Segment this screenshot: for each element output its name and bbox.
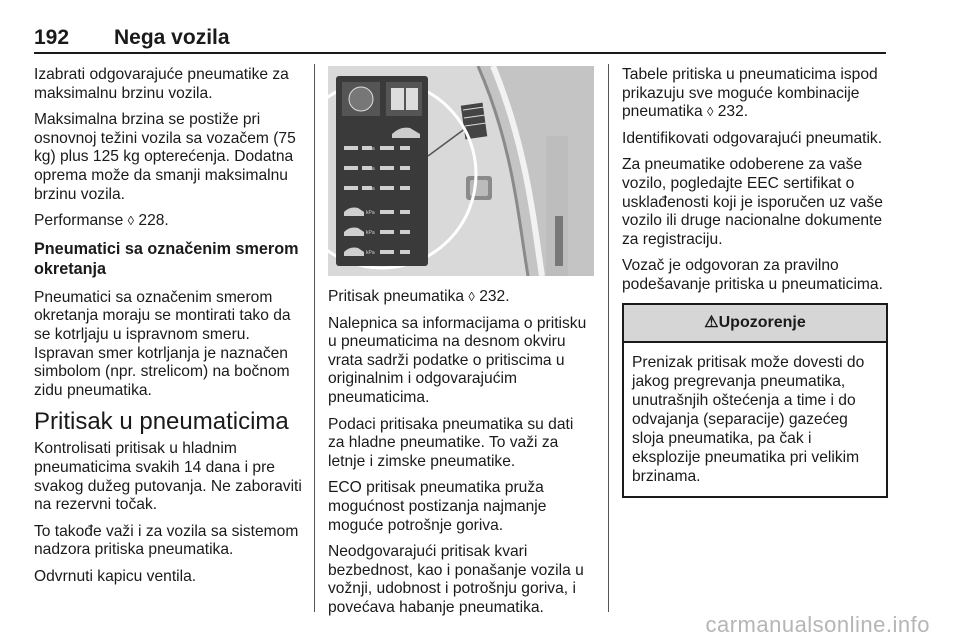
paragraph: Nalepnica sa informacijama o pritisku u pneumaticima na desnom okviru vrata sadrži podatke o pritiscima u originalnim i odgovarajućim pneumaticima.: [328, 314, 587, 406]
figure-unit-label: kPa: [366, 186, 375, 192]
paragraph: Maksimalna brzina se postiže pri osnovnoj težini vozila sa vozačem (75 kg) plus 125 kg opterećenja. Dodatna oprema može da smanji maksimalnu brzinu vozila.: [34, 111, 296, 203]
warning-icon: ⚠: [704, 313, 719, 331]
paragraph: Neodgovarajući pritisak kvari bezbednost, kao i ponašanje vozila u vožnji, udobnost i potrošnju goriva, i povećava habanje pneumatika.: [328, 543, 584, 616]
page-header: [34, 26, 886, 52]
figure-unit-label: kPa: [366, 250, 375, 256]
figure-unit-label: kPa: [366, 210, 375, 216]
figure-unit-label: kPa: [366, 146, 375, 152]
reference-text: Tabele pritiska u pneumaticima ispod prikazuju sve moguće kombinacije pneumatika: [622, 66, 878, 121]
paragraph: Odvrnuti kapicu ventila.: [34, 567, 197, 585]
column-divider-1: [314, 64, 315, 612]
paragraph: Podaci pritisaka pneumatika su dati za hladne pneumatike. To važi za letnje i zimske pneumatike.: [328, 415, 574, 470]
figure-unit-label: kPa: [366, 230, 375, 236]
page-title: Nega vozila: [114, 26, 230, 49]
cross-reference[interactable]: [34, 212, 302, 231]
reference-page: 232.: [717, 103, 749, 121]
paragraph: Izabrati odgovarajuće pneumatike za maksimalnu brzinu vozila.: [34, 66, 289, 102]
chapter-heading: Pritisak u pneumaticima: [34, 408, 289, 436]
paragraph: ECO pritisak pneumatika pruža mogućnost postizanja najmanje moguće potrošnje goriva.: [328, 479, 547, 534]
reference-icon: ◊: [127, 213, 135, 229]
cross-reference[interactable]: [622, 66, 888, 122]
header-rule: [34, 52, 886, 54]
reference-icon: ◊: [468, 289, 475, 304]
column-3: [622, 66, 888, 498]
paragraph: Kontrolisati pritisak u hladnim pneumaticima svakih 14 dana i pre svakog dužeg putovanja. Ne zaboraviti na rezervni točak.: [34, 440, 302, 514]
column-1: [34, 66, 302, 594]
warning-text: Prenizak pritisak može dovesti do jakog pregrevanja pneumatika, unutrašnjih oštećenja a time i do odvajanja (separacije) gazećeg sloja pneumatika, pa čak i eksplozije pneumatika pri velikim brzinama.: [632, 353, 865, 485]
door-frame-illustration: [328, 66, 594, 276]
paragraph: Pneumatici sa označenim smerom okretanja moraju se montirati tako da se kotrljaju u ispravnom smeru. Ispravan smer kotrljanja je naznačen simbolom (npr. strelicom) na bočnom zidu pneumatika.: [34, 288, 291, 399]
tire-pressure-label-figure: [328, 66, 594, 276]
paragraph: Za pneumatike odoberene za vaše vozilo, pogledajte EEC sertifikat o usklađenosti koji je isporučen uz vaše vozilo ili druge nacionalne dokumente za registraciju.: [622, 156, 883, 248]
cross-reference[interactable]: [328, 288, 594, 307]
page-number: 192: [34, 26, 70, 49]
reference-text: Performanse: [34, 212, 124, 230]
column-divider-2: [608, 64, 609, 612]
reference-page: 228.: [138, 212, 169, 230]
paragraph: Identifikovati odgovarajući pneumatik.: [622, 129, 883, 147]
watermark: carmanualsonline.info: [705, 612, 930, 637]
reference-page: 232.: [479, 288, 510, 305]
column-2: [328, 66, 594, 626]
warning-box: [622, 303, 888, 498]
paragraph: To takođe važi i za vozila sa sistemom nadzora pritiska pneumatika.: [34, 522, 299, 559]
warning-header: [624, 305, 886, 343]
section-heading: Pneumatici sa označenim smerom okretanja: [34, 239, 299, 278]
reference-text: Pritisak pneumatika: [328, 288, 465, 305]
warning-title: Upozorenje: [718, 313, 806, 331]
reference-icon: ◊: [706, 104, 714, 120]
figure-unit-label: kPa: [366, 166, 375, 172]
paragraph: Vozač je odgovoran za pravilno podešavanje pritiska u pneumaticima.: [622, 257, 883, 293]
